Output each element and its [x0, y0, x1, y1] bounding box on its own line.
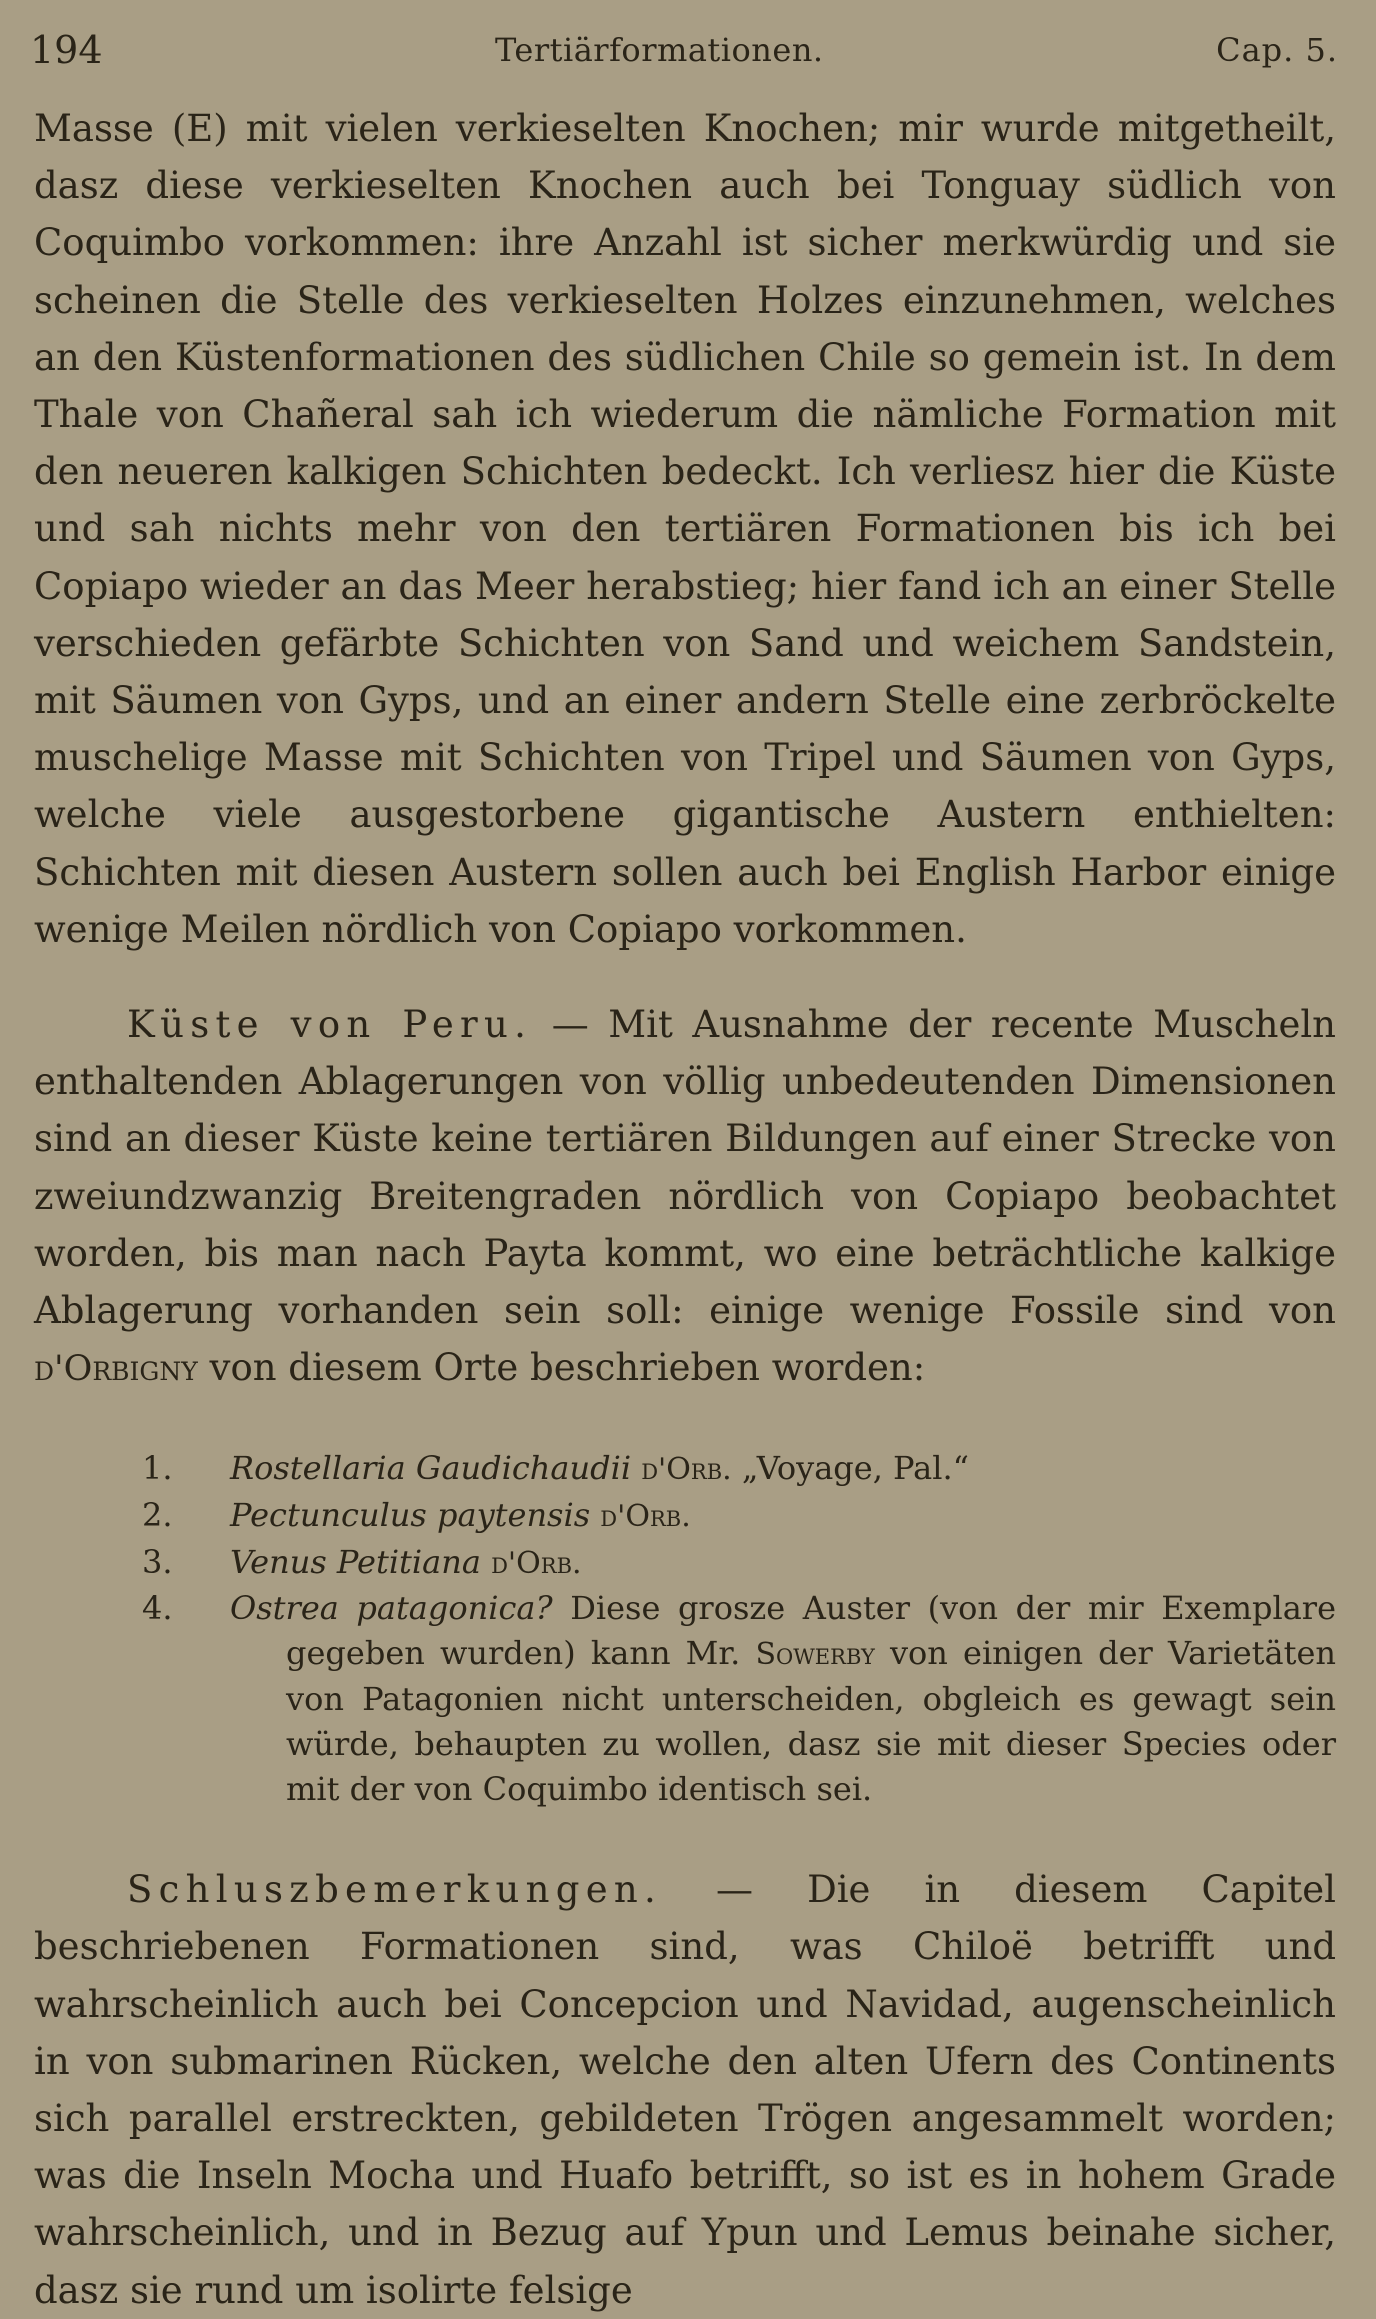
paragraph-text: Mit Ausnahme der recente Muscheln enthaltenden Ablagerungen von völlig unbedeutenden Dimensionen sind an dieser Küste keine tertiären Bildungen auf einer Strecke von zweiundzwanzig Breitengraden nördlich von Copiapo beobachtet worden, bis man nach Payta kommt, wo eine beträchtliche kalkige Ablagerung vorhanden sein soll: einige wenige Fossile sind von	[34, 1003, 1337, 1333]
list-item-number: 1.	[142, 1449, 173, 1488]
section-heading-conclusion: Schluszbemerkungen.	[127, 1868, 663, 1912]
list-item	[34, 1540, 1336, 1587]
species-name: Venus Petitiana	[230, 1542, 481, 1581]
species-author: d'Orb.	[641, 1452, 732, 1488]
species-name: Rostellaria Gaudichaudii	[230, 1449, 632, 1488]
author-name: d'Orbigny	[34, 1349, 198, 1390]
list-item-number: 4.	[142, 1589, 173, 1628]
species-name: Ostrea patagonica?	[230, 1589, 553, 1628]
body-text	[34, 100, 1336, 2319]
species-note: Diese grosze Auster (von der mir Exemplare gegeben wurden) kann Mr.	[286, 1589, 1337, 1672]
paragraph-text: Die in diesem Capitel beschriebenen Formationen sind, was Chiloë betrifft und wahrscheinlich auch bei Concepcion und Navidad, augenscheinlich in von submarinen Rücken, welche den alten Ufern des Continents sich parallel erstreckten, gebildeten Trögen angesammelt worden; was die Inseln Mocha und Huafo betrifft, so ist es in hohem Grade wahrscheinlich, und in Bezug auf Ypun und Lemus beinahe sicher, dasz sie rund um isolirte felsige	[34, 1868, 1336, 2312]
list-item-number: 3.	[142, 1542, 173, 1581]
species-note: von einigen der Varietäten von Patagonien nicht unterscheiden, obgleich es gewagt sein würde, behaupten zu wollen, dasz sie mit dieser Species oder mit der von Coquimbo identisch sei.	[286, 1633, 1337, 1808]
chapter-label: Cap. 5.	[1216, 31, 1338, 69]
species-name: Pectunculus paytensis	[230, 1496, 591, 1535]
running-title: Tertiärformationen.	[495, 31, 824, 69]
page-number: 194	[30, 28, 103, 72]
page-header	[30, 22, 1338, 78]
species-author: d'Orb.	[600, 1499, 691, 1535]
list-item	[34, 1446, 1336, 1493]
species-note: „Voyage, Pal.“	[731, 1449, 969, 1488]
list-item	[34, 1493, 1336, 1540]
list-item-number: 2.	[142, 1496, 173, 1535]
paragraph-concluding-remarks	[34, 1861, 1336, 2319]
person-name: Sowerby	[755, 1636, 875, 1672]
heading-dash: —	[662, 1868, 808, 1912]
species-author: d'Orb.	[491, 1545, 582, 1581]
section-heading-peru: Küste von Peru.	[127, 1003, 533, 1047]
list-item	[34, 1586, 1336, 1811]
paragraph-text: von diesem Orte beschrieben worden:	[197, 1346, 926, 1390]
heading-dash: —	[532, 1003, 609, 1047]
paragraph-continuation: Masse (E) mit vielen verkieselten Knochen; mir wurde mitgetheilt, dasz diese verkieselten Knochen auch bei Tonguay südlich von Coquimbo vorkommen: ihre Anzahl ist sicher merkwürdig und sie scheinen die Stelle des verkieselten Holzes einzunehmen, welches an den Küstenformationen des südlichen Chile so gemein ist. In dem Thale von Chañeral sah ich wiederum die nämliche Formation mit den neueren kalkigen Schichten bedeckt. Ich verliesz hier die Küste und sah nichts mehr von den tertiären Formationen bis ich bei Copiapo wieder an das Meer herabstieg; hier fand ich an einer Stelle verschieden gefärbte Schichten von Sand und weichem Sandstein, mit Säumen von Gyps, und an einer andern Stelle eine zerbröckelte muschelige Masse mit Schichten von Tripel und Säumen von Gyps, welche viele ausgestorbene gigantische Austern enthielten: Schichten mit diesen Austern sollen auch bei English Harbor einige wenige Meilen nördlich von Copiapo vorkommen.	[34, 107, 1336, 951]
fossil-species-list	[34, 1446, 1336, 1811]
paragraph-coast-of-peru	[34, 996, 1336, 1398]
